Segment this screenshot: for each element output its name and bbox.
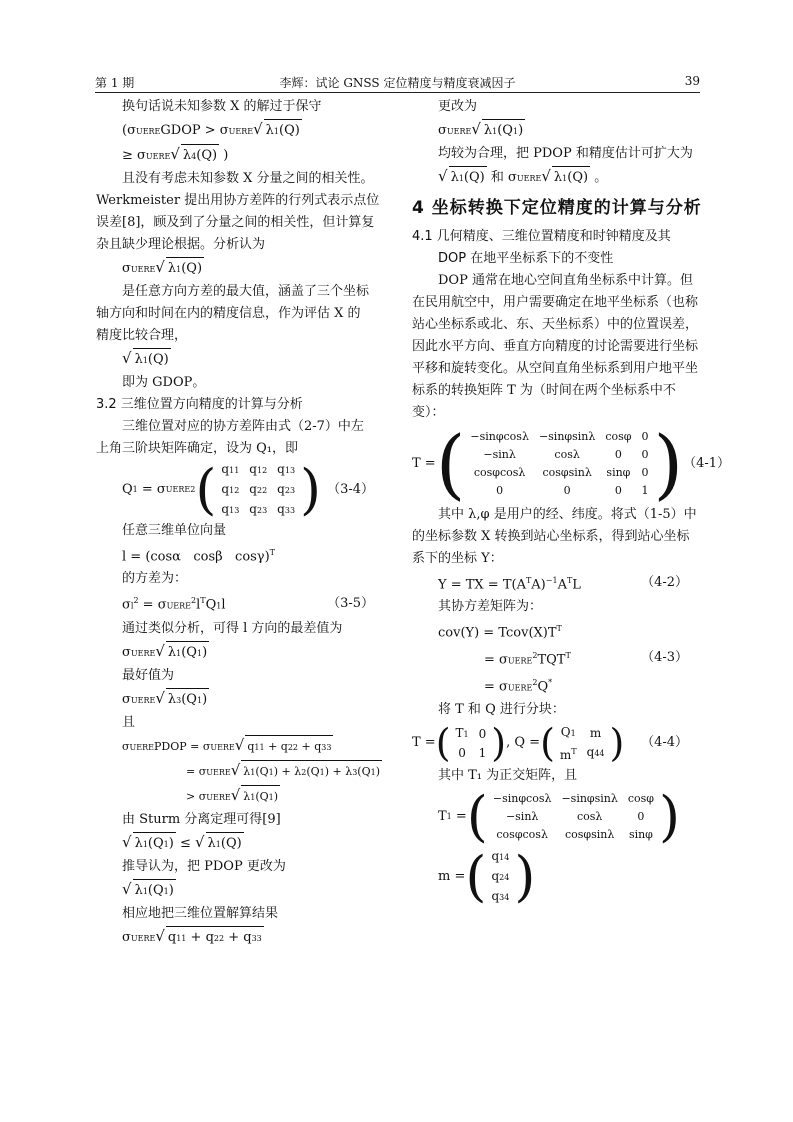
left-column bbox=[96, 96, 388, 950]
header-rule bbox=[95, 92, 700, 93]
formula: √ λ1(Q) 和 σUERE√ λ1(Q) 。 bbox=[412, 165, 702, 190]
right-column bbox=[412, 96, 731, 909]
formula: > σUERE√ λ1(Q1) bbox=[96, 784, 388, 809]
equation-row: T = ( −sinφcosλ −sinφsinλ cosφ 0 −sinλ cosλ 0 0 cosφcosλ cosφsinλ sinφ 0 0 0 0 1 ) （4-1） bbox=[412, 419, 731, 508]
formula: √ λ1(Q) bbox=[96, 347, 388, 372]
section-heading: 3.2 三维位置方向精度的计算与分析 bbox=[96, 397, 303, 412]
formula: σUERE√ λ1(Q1) bbox=[412, 118, 702, 143]
formula: σUERE√ λ3(Q1) bbox=[96, 687, 388, 712]
text-line: 相应地把三维位置解算结果 bbox=[122, 905, 279, 921]
equation-row: Q 1 = σ UERE 2 ( q11 q12 q13 q12 q22 q23 q13 q23 q33 ) （3-4） bbox=[122, 458, 374, 521]
text-line: 任意三维单位向量 bbox=[122, 523, 227, 538]
text-line: 且没有考虑未知参数 X 分量之间的相关性。 bbox=[122, 171, 374, 186]
text-line: 通过类似分析，可得 l 方向的最差值为 bbox=[122, 620, 343, 636]
chapter-heading: 4 坐标转换下定位精度的计算与分析 bbox=[412, 198, 702, 218]
text-line: 的方差为： bbox=[122, 571, 188, 587]
equation-number: （4-1） bbox=[683, 456, 731, 471]
formula: l = (cosα cosβ cosγ)$^T$ bbox=[122, 548, 275, 565]
text-line: 将 T 和 Q 进行分块： bbox=[438, 702, 565, 718]
formula: m = ( q14 q24 q34 ) bbox=[438, 845, 536, 909]
formula: σUERE√ λ1(Q1) bbox=[96, 640, 388, 665]
equation-number: （3-5） bbox=[327, 595, 374, 611]
text-line: 由 Sturm 分离定理可得[9] bbox=[122, 811, 281, 827]
text-line: 是任意方向方差的最大值，涵盖了三个坐标 bbox=[122, 284, 370, 299]
text-line: 即为 GDOP。 bbox=[122, 375, 206, 390]
page-header bbox=[95, 74, 700, 92]
text-line: 均较为合理，把 PDOP 和精度估计可扩大为 bbox=[438, 146, 693, 161]
matrix: −sinφcosλ −sinφsinλ cosφ −sinλ cosλ 0 cosφcosλ cosφsinλ sinφ bbox=[492, 792, 654, 842]
matrix: q11 q12 q13 q12 q22 q23 q13 q23 q33 bbox=[221, 462, 296, 516]
formula: $cov(Y) = Tcov(X)T^T$ bbox=[438, 624, 562, 641]
matrix: Q1 m $m^T$ q44 bbox=[559, 724, 605, 762]
text-line: 推导认为，把 PDOP 更改为 bbox=[122, 858, 286, 874]
text-line: 三维位置对应的协方差阵由式（2-7）中左 bbox=[122, 419, 364, 434]
formula: ≥ σUERE√ λ4(Q) ) bbox=[96, 143, 388, 168]
text-line: 最好值为 bbox=[122, 667, 175, 683]
equation-number: （3-4） bbox=[327, 482, 374, 497]
matrix: q14 q24 q34 bbox=[491, 849, 510, 904]
matrix: T1 0 0 1 bbox=[455, 726, 487, 761]
section-heading: 4.1 几何精度、三维位置精度和时钟精度及其 bbox=[412, 229, 671, 244]
running-title: 李辉：试论 GNSS 定位精度与精度衰减因子 bbox=[279, 76, 516, 90]
text-line: 精度比较合理， bbox=[96, 328, 188, 343]
page-number: 39 bbox=[684, 74, 700, 88]
formula: σUERE√ λ1(Q) bbox=[96, 256, 388, 281]
equation-number: （4-3） bbox=[641, 650, 688, 666]
text-line: 杂且缺少理论根据。分析认为 bbox=[96, 237, 266, 252]
issue-label: 第 1 期 bbox=[95, 76, 135, 90]
formula: T 1 = ( −sinφcosλ −sinφsinλ cosφ −sinλ cosλ 0 cosφcosλ cosφsinλ sinφ ) bbox=[438, 785, 681, 849]
paragraph: 其中 λ,φ 是用户的经、纬度。将式（1-5）中的坐标参数 X 转换到站心坐标系，得到站心坐标系下的坐标 Y： bbox=[412, 507, 697, 566]
formula: (σUEREGDOP > σUERE√ λ1(Q) bbox=[96, 118, 388, 143]
section-heading: DOP 在地平坐标系下的不变性 bbox=[438, 251, 614, 266]
formula: σUERE√ q11 + q22 + q33 bbox=[96, 925, 388, 950]
formula: √ λ1(Q1) bbox=[96, 878, 388, 903]
formula: = σUERE$^2$Q* bbox=[484, 677, 553, 695]
text-line: 上角三阶块矩阵确定，设为 Q₁，即 bbox=[96, 441, 299, 456]
text-line: 其协方差矩阵为： bbox=[438, 599, 543, 615]
formula: √ λ1(Q1) ≤ √ λ1(Q) bbox=[96, 831, 388, 856]
formula: = σUERE√ λ1(Q1) + λ2(Q1) + λ3(Q1) bbox=[96, 759, 388, 784]
equation-row: T = ( T1 0 0 1 ) , Q = ( Q1 m $m^T$ q44 ) （4-4） bbox=[412, 721, 688, 766]
text-line: 更改为 bbox=[438, 99, 478, 114]
equation-row: = $\sigma UERE^2TQT^T$ （4-3） bbox=[412, 645, 702, 672]
matrix: −sinφcosλ −sinφsinλ cosφ 0 −sinλ cosλ 0 0 cosφcosλ cosφsinλ sinφ 0 0 0 0 1 bbox=[470, 430, 649, 497]
text-line: 其中 T₁ 为正交矩阵，且 bbox=[438, 768, 578, 784]
equation-number: （4-4） bbox=[641, 735, 688, 751]
equation-number: （4-2） bbox=[641, 575, 688, 591]
text-line: 轴方向和时间在内的精度信息，作为评估 X 的 bbox=[96, 306, 361, 321]
text-line: 换句话说未知参数 X 的解过于保守 bbox=[122, 99, 322, 114]
text-line: 误差[8]，顾及到了分量之间的相关性，但计算复 bbox=[96, 215, 375, 230]
paragraph: DOP 通常在地心空间直角坐标系中计算。但在民用航空中，用户需要确定在地平坐标系（也称站心坐标系或北、东、天坐标系）中的位置误差，因此水平方向、垂直方向精度的讨论需要进行坐标平移和旋转变化。从空间直角坐标系到用户地平坐标系的转换矩阵 T 为（时间在两个坐标系中不变）： bbox=[412, 273, 699, 420]
text-line: Werkmeister 提出用协方差阵的行列式表示点位 bbox=[96, 193, 380, 208]
conjunction: 和 bbox=[490, 170, 504, 185]
text-line: 且 bbox=[122, 714, 136, 730]
equation-row: Y = TX = $T(A^TA)^{-1}A^TL$ （4-2） bbox=[412, 570, 702, 596]
formula: σUEREPDOP = σUERE√ q11 + q22 + q33 bbox=[96, 734, 388, 759]
equation-row: $\sigma l^2$ = $\sigma UERE^2l^TQ1l$ （3-5） bbox=[96, 590, 388, 617]
